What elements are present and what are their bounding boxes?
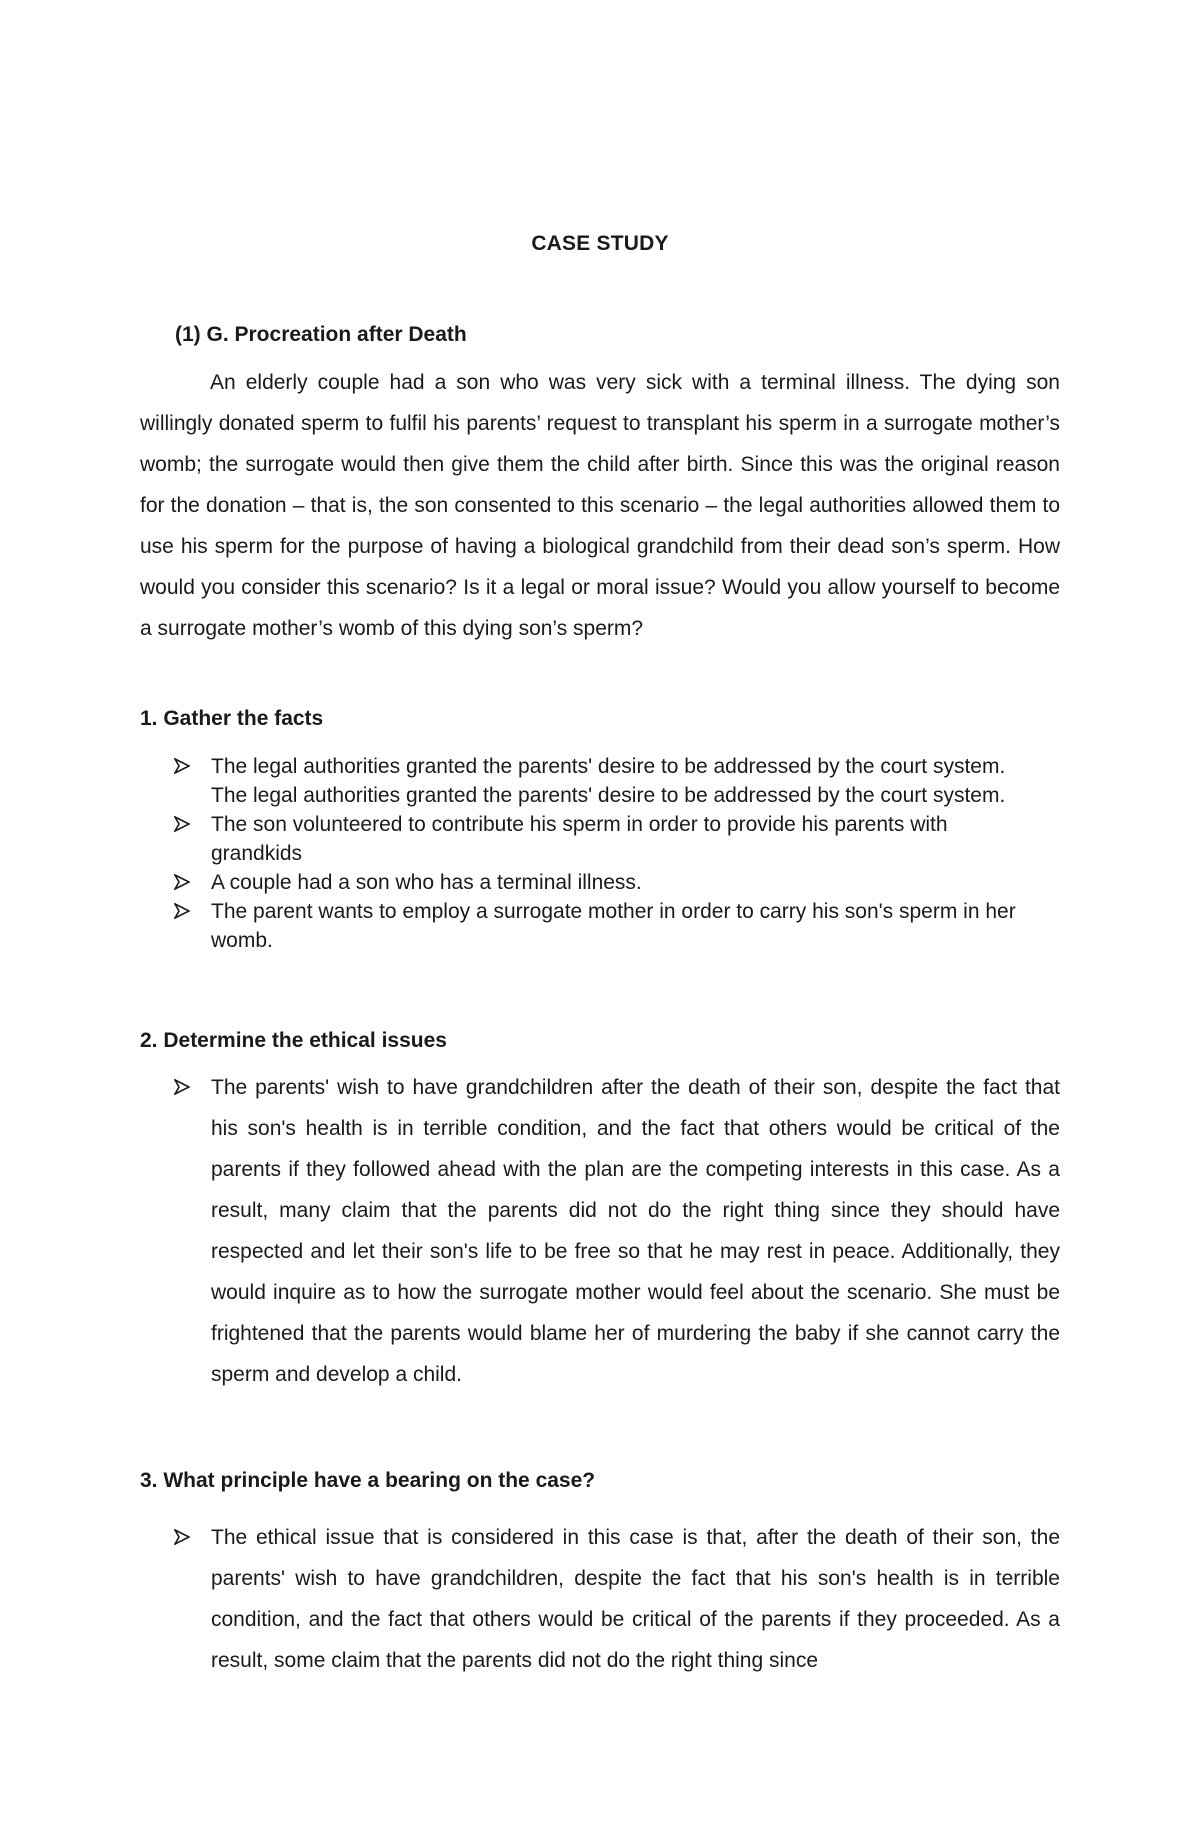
section-heading-gather-facts: 1. Gather the facts (140, 707, 324, 730)
principles-list (140, 1517, 1060, 1681)
list-item: A couple had a son who has a terminal illness. (140, 868, 1020, 897)
arrowhead-bullet-icon (174, 1517, 196, 1558)
case-body-paragraph: An elderly couple had a son who was very sick with a terminal illness. The dying son willingly donated sperm to fulfil his parents’ request to transplant his sperm in a surrogate mother’s womb; the surrogate would then give them the child after birth. Since this was the original reason for the donation – that is, the son consented to this scenario – the legal authorities allowed them to use his sperm for the purpose of having a biological grandchild from their dead son’s sperm. How would you consider this scenario? Is it a legal or moral issue? Would you allow yourself to become a surrogate mother’s womb of this dying son’s sperm? (140, 371, 1060, 640)
section-heading-ethical-issues: 2. Determine the ethical issues (140, 1029, 447, 1052)
section-heading-principles: 3. What principle have a bearing on the case? (140, 1469, 596, 1492)
list-item: The parent wants to employ a surrogate mother in order to carry his son's sperm in her womb. (140, 897, 1020, 955)
ethical-issues-list (140, 1067, 1060, 1395)
facts-list (140, 752, 1020, 955)
list-item: The legal authorities granted the parents' desire to be addressed by the court system. The legal authorities granted the parents' desire to be addressed by the court system. (140, 752, 1020, 810)
arrowhead-bullet-icon (174, 810, 196, 839)
list-item: The son volunteered to contribute his sperm in order to provide his parents with grandkids (140, 810, 1020, 868)
arrowhead-bullet-icon (174, 1067, 196, 1108)
list-item: The parents' wish to have grandchildren after the death of their son, despite the fact that his son's health is in terrible condition, and the fact that others would be critical of the parents if they followed ahead with the plan are the competing interests in this case. As a result, many claim that the parents did not do the right thing since they should have respected and let their son's life to be free so that he may rest in peace. Additionally, they would inquire as to how the surrogate mother would feel about the scenario. She must be frightened that the parents would blame her of murdering the baby if she cannot carry the sperm and develop a child. (140, 1067, 1060, 1395)
arrowhead-bullet-icon (174, 897, 196, 926)
arrowhead-bullet-icon (174, 868, 196, 897)
document-title: CASE STUDY (531, 232, 669, 255)
arrowhead-bullet-icon (174, 752, 196, 781)
case-heading: (1) G. Procreation after Death (175, 323, 467, 346)
list-item: The ethical issue that is considered in this case is that, after the death of their son, the parents' wish to have grandchildren, despite the fact that his son's health is in terrible condition, and the fact that others would be critical of the parents if they proceeded. As a result, some claim that the parents did not do the right thing since (140, 1517, 1060, 1681)
